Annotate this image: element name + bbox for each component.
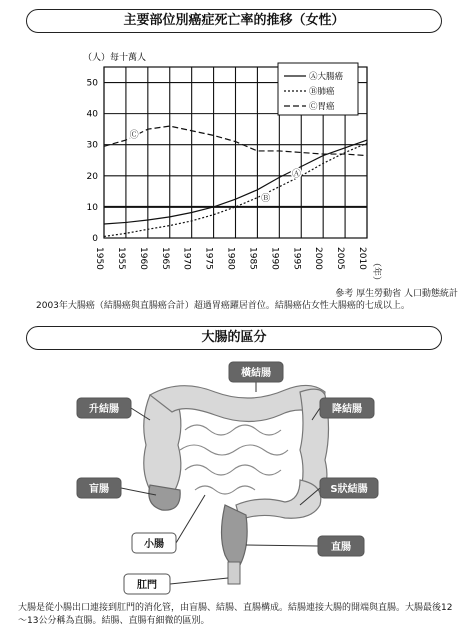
x-tick-label: 2010 <box>357 247 367 270</box>
x-tick-label: 1970 <box>181 247 192 270</box>
legend-label: Ⓒ胃癌 <box>309 102 335 112</box>
rectum-shape <box>222 505 248 566</box>
y-tick-label: 0 <box>92 234 98 244</box>
x-axis-ticks <box>94 247 367 270</box>
diagram-description: 大腸是從小腸出口連接到肛門的消化管，由盲腸、結腸、直腸構成。結腸連接大腸的開端與直腸。大腸最後12～13公分稱為直腸。結腸、直腸有細微的區別。 <box>18 603 453 626</box>
series-marker: Ⓑ <box>261 194 271 205</box>
x-tick-label: 1995 <box>291 247 302 270</box>
label-rectum: 直腸 <box>331 542 351 553</box>
y-tick-label: 30 <box>86 140 98 151</box>
cecum <box>149 485 180 510</box>
legend-label: Ⓐ大腸癌 <box>309 72 344 82</box>
label-leader <box>170 578 228 584</box>
y-unit-label: （人）每十萬人 <box>83 53 147 63</box>
label-descending: 降結腸 <box>332 404 362 415</box>
y-axis-ticks <box>87 79 99 244</box>
x-tick-label: 1955 <box>115 247 126 270</box>
y-tick-label: 40 <box>86 109 98 120</box>
x-tick-label: 1985 <box>247 246 258 270</box>
chart-title-banner <box>26 9 442 33</box>
y-tick-label: 10 <box>86 202 98 213</box>
chart-legend <box>278 63 358 115</box>
x-tick-label: 1990 <box>269 247 280 270</box>
series-marker: Ⓐ <box>291 169 301 180</box>
x-tick-label: 1960 <box>137 247 148 270</box>
y-tick-label: 50 <box>86 78 98 89</box>
diagram-title: 大腸的區分 <box>201 330 267 345</box>
chart-source: 參考 厚生勞動省 人口動態統計 <box>335 289 458 299</box>
label-leader <box>176 495 205 543</box>
label-ascending: 升結腸 <box>89 404 119 415</box>
x-tick-label: 1980 <box>225 247 236 270</box>
label-cecum: 盲腸 <box>89 484 109 495</box>
x-tick-label: 2005 <box>335 247 346 270</box>
small-intestine-loops <box>180 425 288 494</box>
label-transverse: 橫結腸 <box>241 368 271 379</box>
label-small-intestine: 小腸 <box>144 539 164 550</box>
anal-canal <box>228 562 240 584</box>
legend-label: Ⓑ肺癌 <box>309 87 335 97</box>
x-axis-year-suffix: （年） <box>371 258 381 286</box>
chart-note: 2003年大腸癌（結腸癌與直腸癌合計）超過胃癌躍居首位。結腸癌佔女性大腸癌的七成以上。 <box>36 301 410 311</box>
label-sigmoid: S狀結腸 <box>330 484 368 495</box>
x-tick-label: 1965 <box>159 247 170 270</box>
x-tick-label: 2000 <box>313 247 324 270</box>
large-intestine-diagram <box>0 355 467 600</box>
chart-title: 主要部位別癌症死亡率的推移（女性） <box>123 13 345 28</box>
diagram-title-banner <box>26 326 442 350</box>
mortality-line-chart <box>0 36 467 286</box>
colon-illustration <box>144 385 329 584</box>
x-tick-label: 1975 <box>203 247 214 270</box>
label-leader <box>246 545 318 546</box>
label-anus: 肛門 <box>137 580 157 591</box>
y-tick-label: 20 <box>86 171 98 182</box>
x-tick-label: 1950 <box>94 247 104 270</box>
series-marker: Ⓒ <box>129 130 139 141</box>
